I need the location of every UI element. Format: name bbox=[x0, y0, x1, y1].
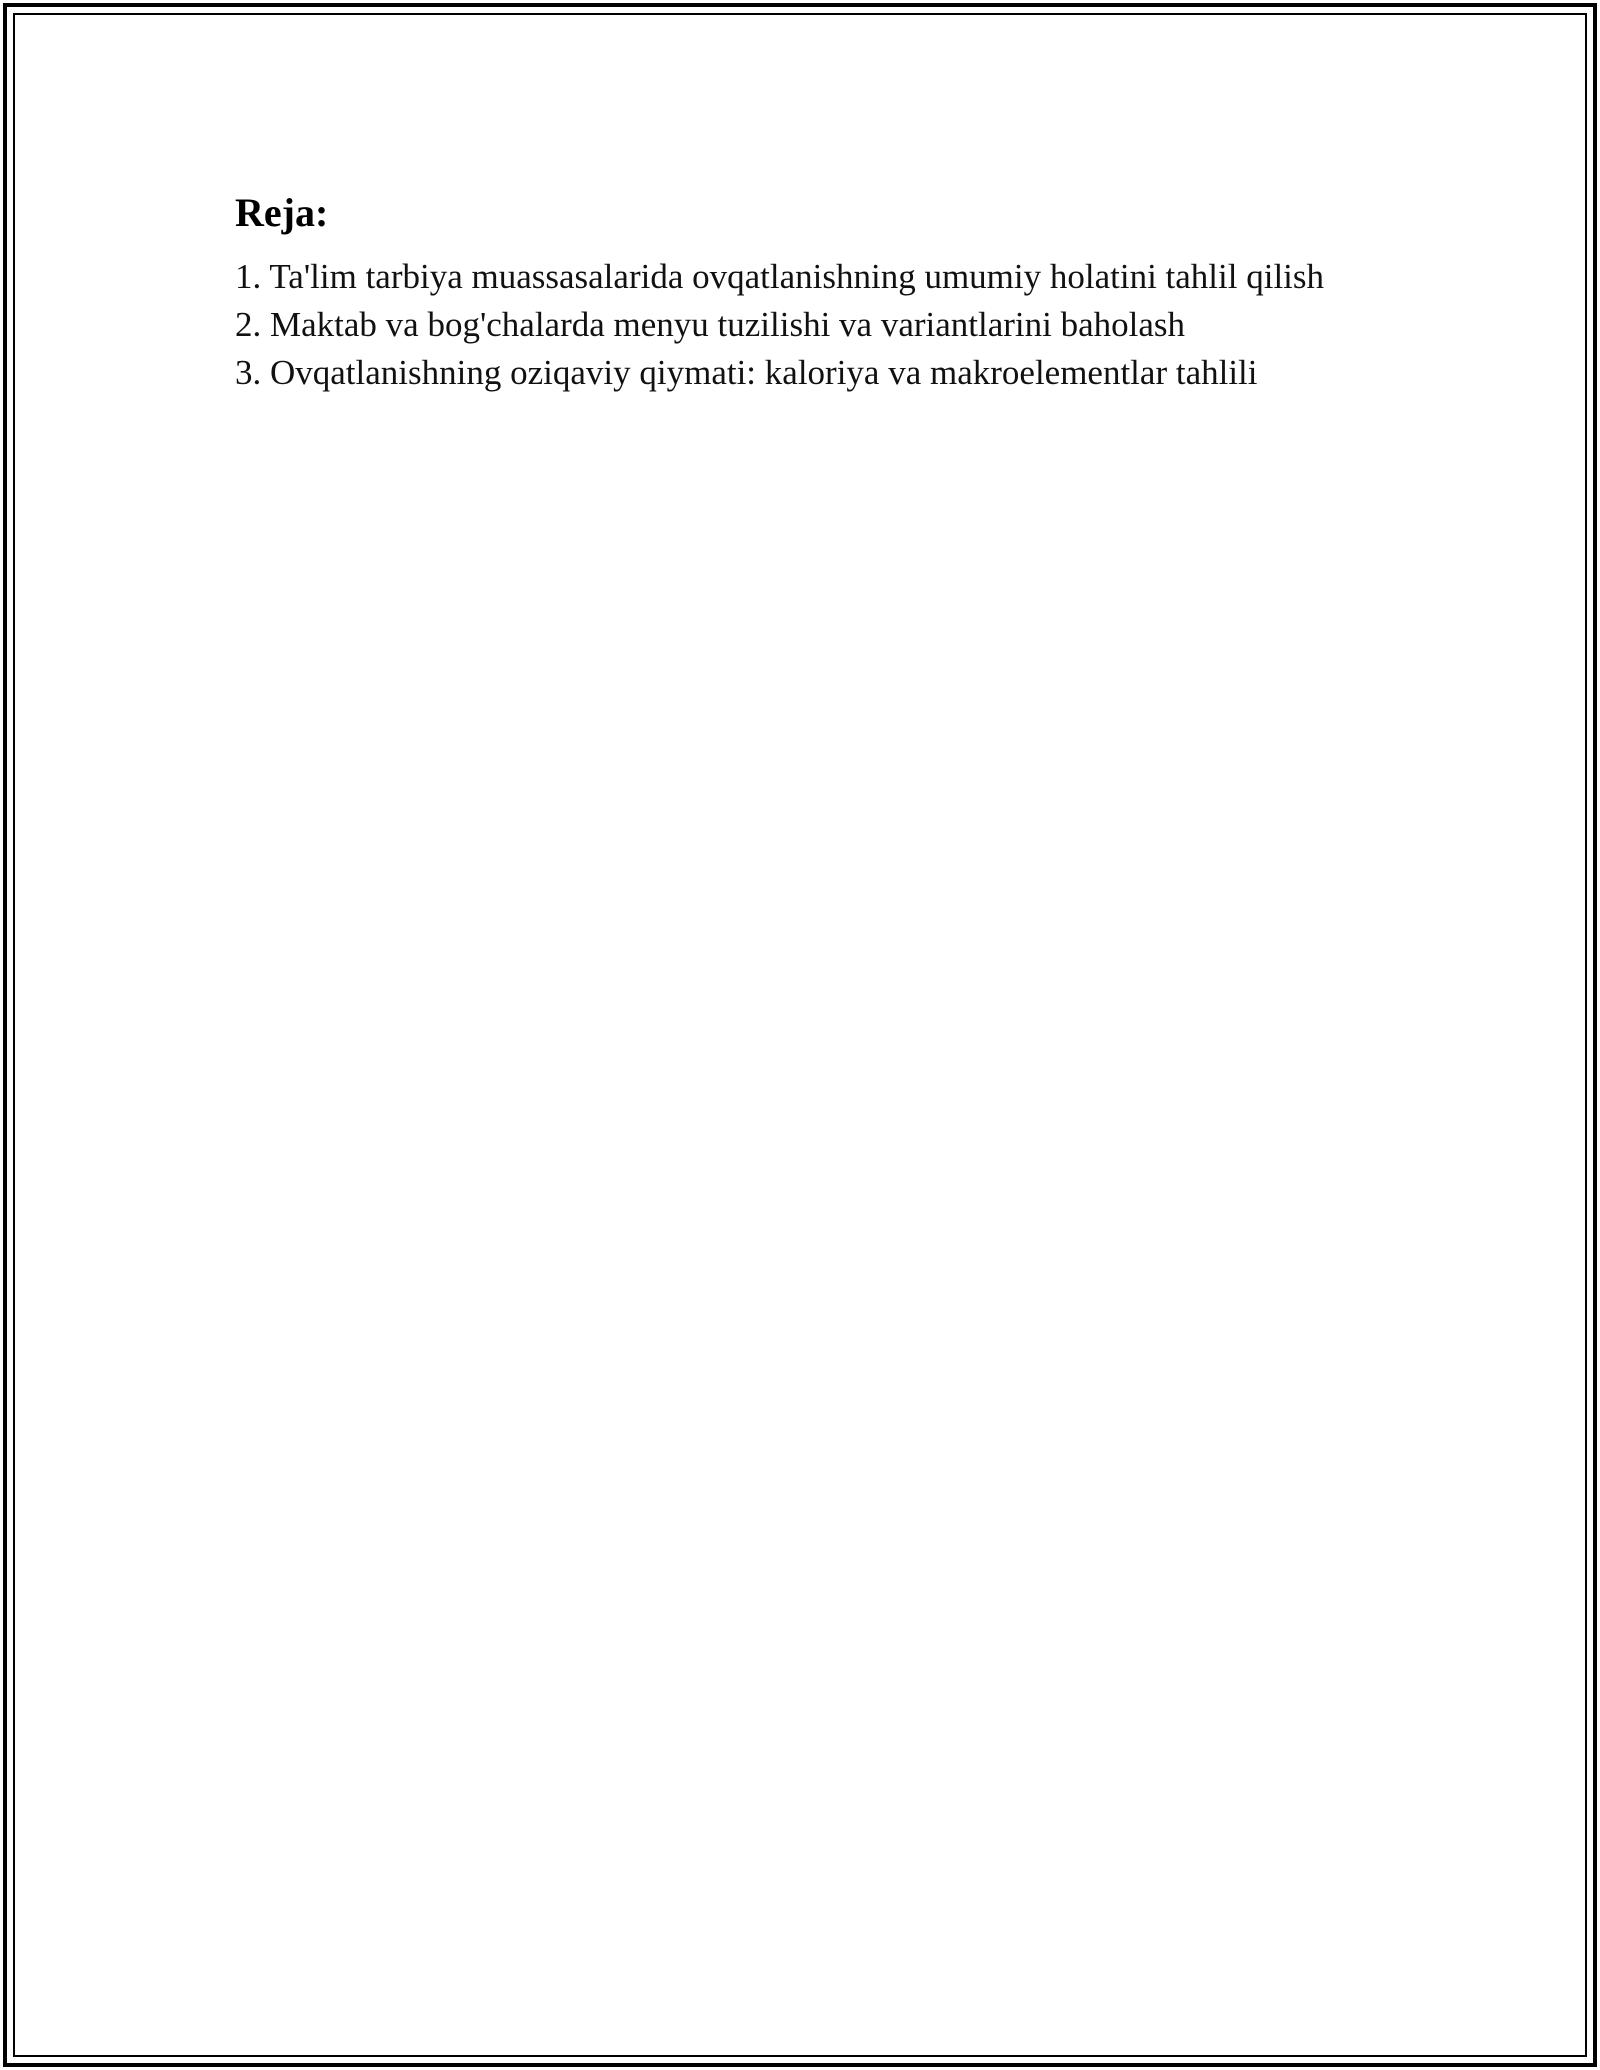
plan-item-3: 3. Ovqatlanishning oziqaviy qiymati: kaloriya va makroelementlar tahlili bbox=[235, 353, 1258, 392]
plan-list bbox=[235, 253, 1335, 397]
document-content bbox=[235, 185, 1335, 397]
plan-heading: Reja: bbox=[235, 190, 329, 235]
plan-item-1: 1. Ta'lim tarbiya muassasalarida ovqatlanishning umumiy holatini tahlil qilish bbox=[235, 257, 1325, 296]
plan-item-2: 2. Maktab va bog'chalarda menyu tuzilishi va variantlarini baholash bbox=[235, 305, 1186, 344]
